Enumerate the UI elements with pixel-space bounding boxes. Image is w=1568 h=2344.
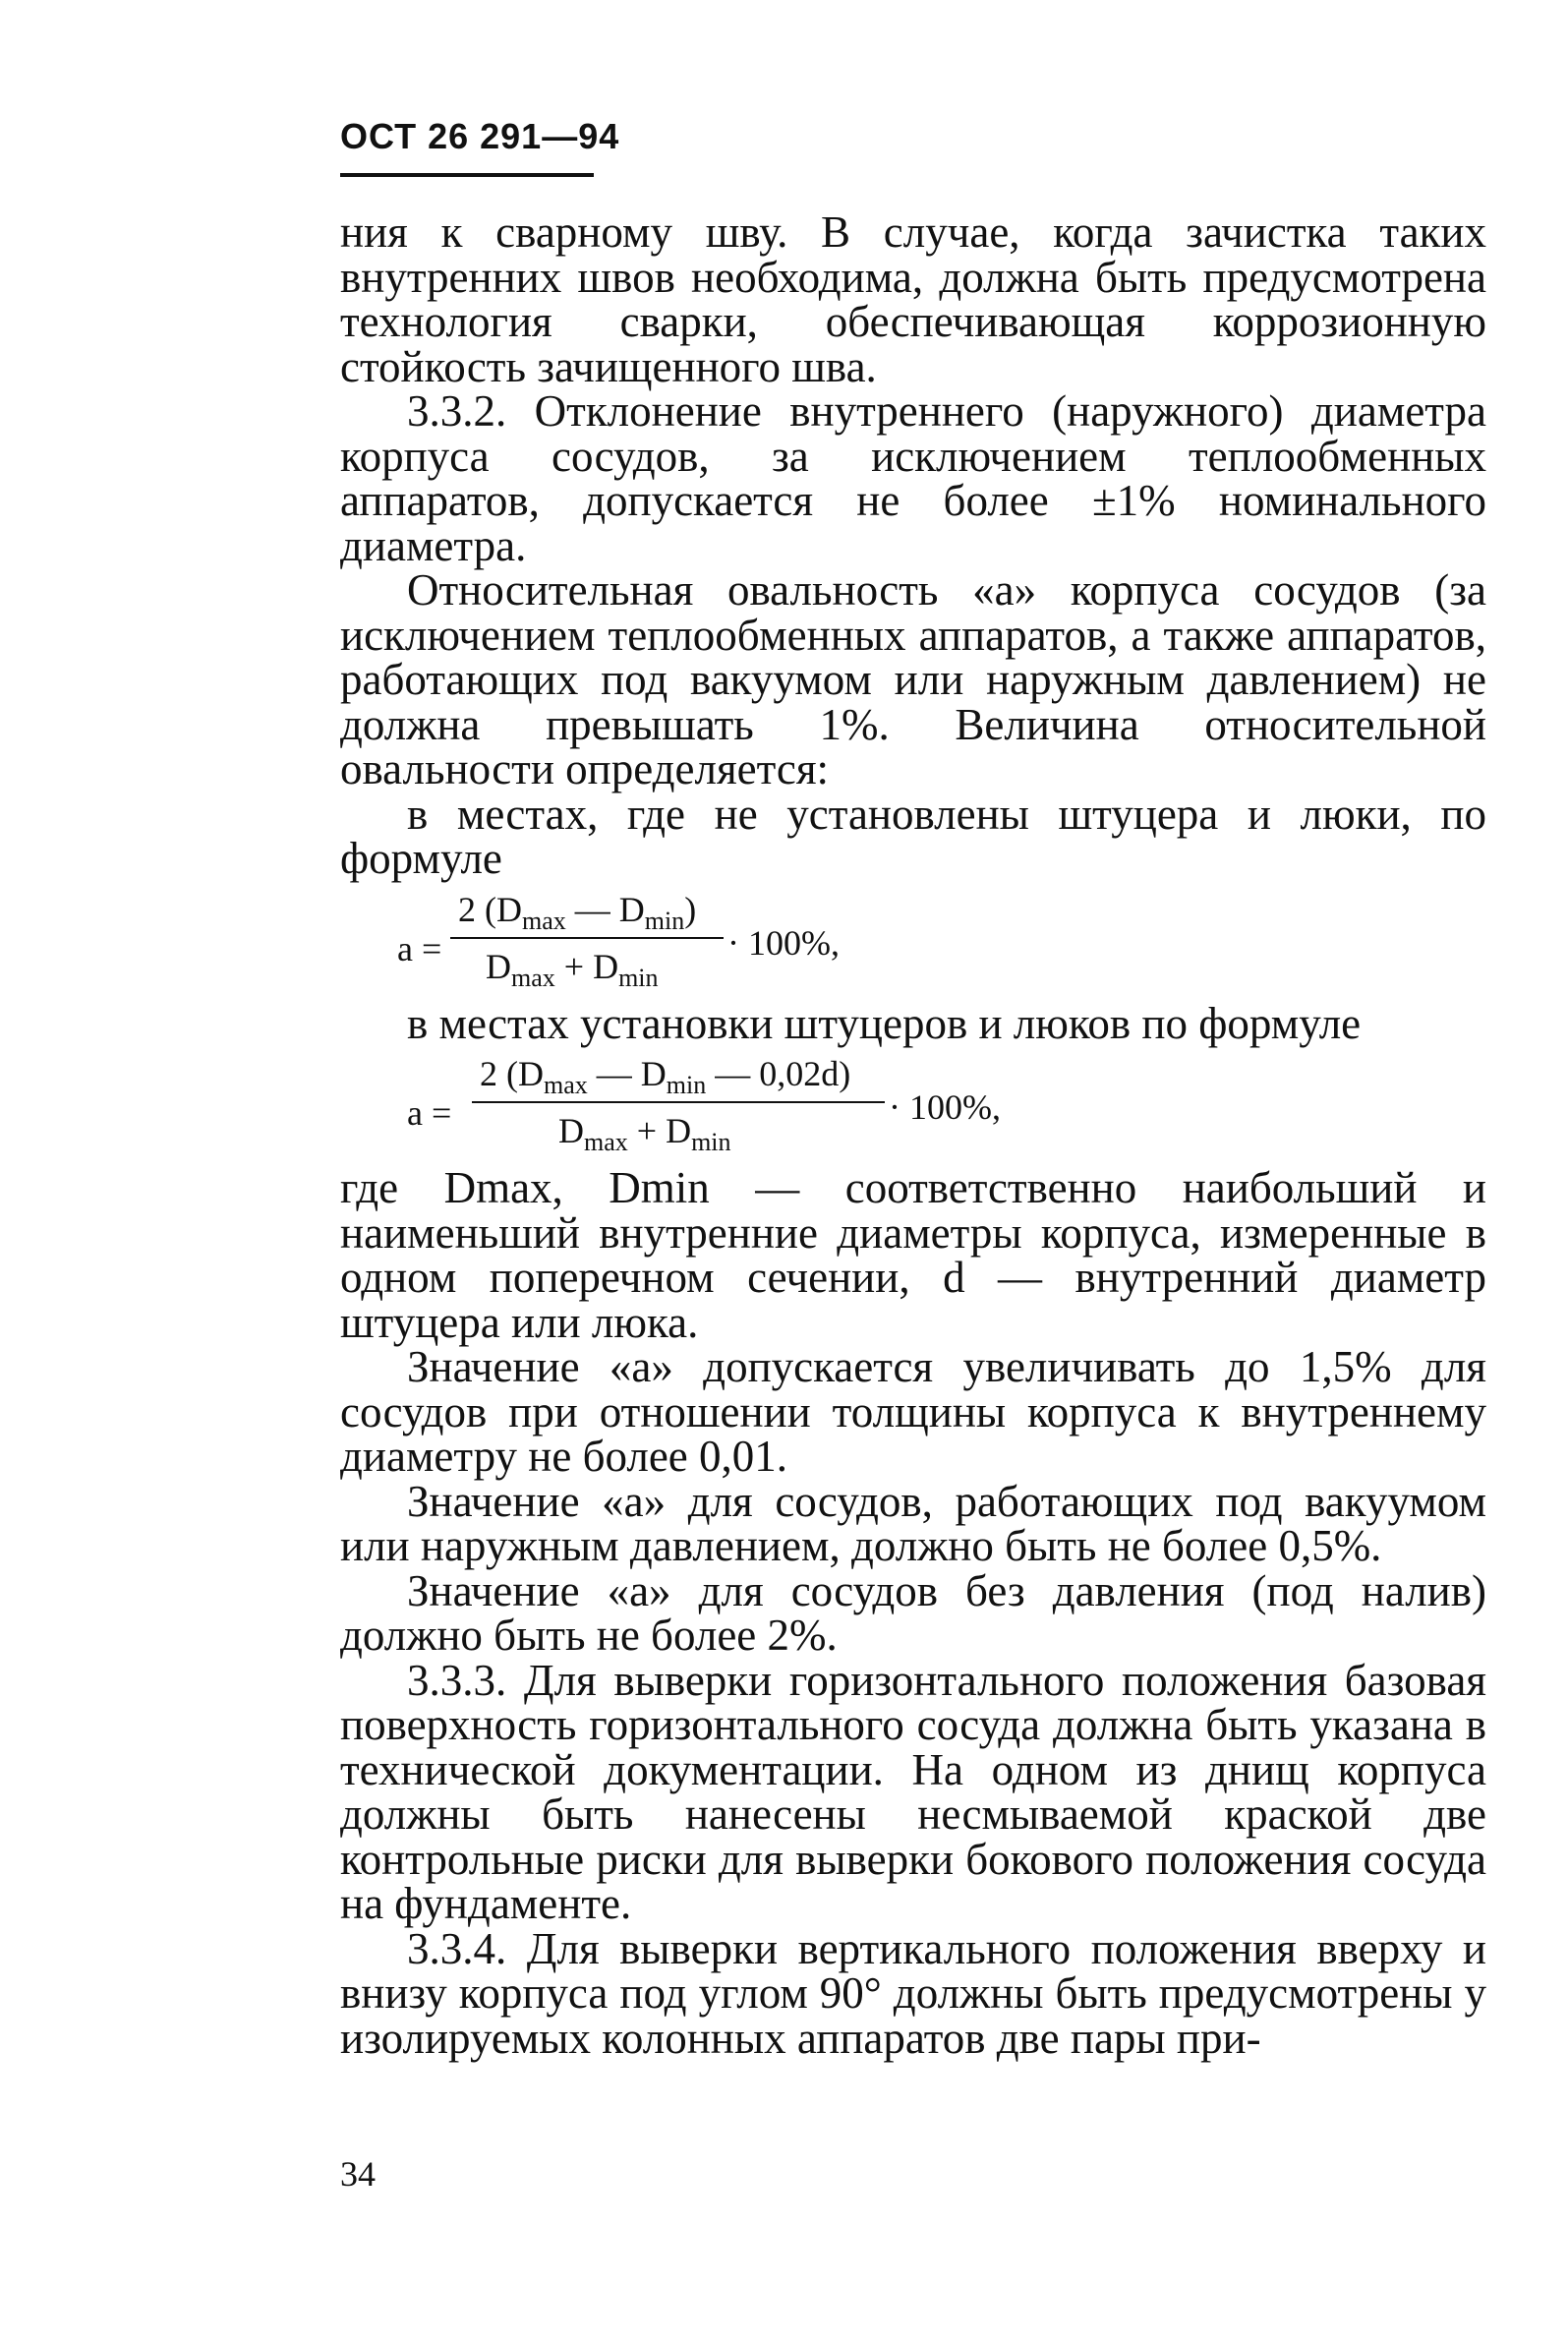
formula-1-fraction-bar [450, 937, 724, 939]
formula-1-denominator: $D_{max} + D_{min}$ [486, 946, 659, 992]
paragraph-continuation: ния к сварному шву. В случае, когда зачистка таких внутренних швов необходима, должна быть предусмотрена технология сварки, обеспечивающая коррозионную стойкость зачищенного шва. [340, 207, 1486, 391]
paragraph-ovality: Относительная овальность «а» корпуса сосудов (за исключением теплообменных аппаратов, а также аппаратов, работающих под вакуумом или наружным давлением) не должна превышать 1%. Величина относительной овальности определяется: [340, 565, 1486, 793]
formula-1-lhs: а = [397, 928, 442, 968]
paragraph-formula1-intro: в местах, где не установлены штуцера и люки, по формуле [340, 789, 1486, 883]
paragraph-value-2: Значение «а» для сосудов без давления (под налив) должно быть не более 2%. [340, 1565, 1486, 1660]
header-underline [340, 173, 594, 177]
formula-1-numerator: 2 ($D_{max}$ — $D_{min}$) [458, 889, 697, 935]
formula-2-denominator: $D_{max} + D_{min}$ [558, 1111, 731, 1157]
paragraph-3-3-2: 3.3.2. Отклонение внутреннего (наружного) диаметра корпуса сосудов, за исключением теплообменных аппаратов, допускается не более ±1% номинального диаметра. [340, 386, 1486, 570]
paragraph-where: где Dmax, Dmin — соответственно наибольший и наименьший внутренние диаметры корпуса, измеренные в одном поперечном сечении, d — внутренний диаметр штуцера или люка. [340, 1163, 1486, 1347]
formula-1 [340, 888, 1486, 994]
formula-2-fraction-bar [472, 1101, 885, 1103]
paragraph-3-3-3: 3.3.3. Для выверки горизонтального положения базовая поверхность горизонтального сосуда должна быть указана в технической документации. На одном из днищ корпуса должны быть нанесены несмываемой краской две контрольные риски для выверки бокового положения сосуда на фундаменте. [340, 1655, 1486, 1928]
paragraph-value-1-5: Значение «а» допускается увеличивать до 1,5% для сосудов при отношении толщины корпуса к внутреннему диаметру не более 0,01. [340, 1342, 1486, 1481]
page-number: 34 [340, 2154, 376, 2194]
paragraph-value-0-5: Значение «а» для сосудов, работающих под вакуумом или наружным давлением, должно быть не более 0,5%. [340, 1476, 1486, 1570]
document-header: ОСТ 26 291—94 [340, 116, 620, 156]
paragraph-formula2-intro: в местах установки штуцеров и люков по формуле [407, 998, 1362, 1048]
formula-1-multiplier: · 100%, [727, 922, 840, 963]
paragraph-3-3-4: 3.3.4. Для выверки вертикального положения вверху и внизу корпуса под углом 90° должны быть предусмотрены у изолируемых колонных аппаратов две пары при- [340, 1923, 1486, 2063]
formula-2-multiplier: · 100%, [889, 1087, 1001, 1127]
formula-2 [340, 1052, 1486, 1158]
formula-2-numerator: 2 ($D_{max}$ — $D_{min}$ — 0,02d) [480, 1054, 851, 1100]
formula-2-lhs: а = [407, 1093, 452, 1133]
body-text [340, 207, 1486, 2063]
